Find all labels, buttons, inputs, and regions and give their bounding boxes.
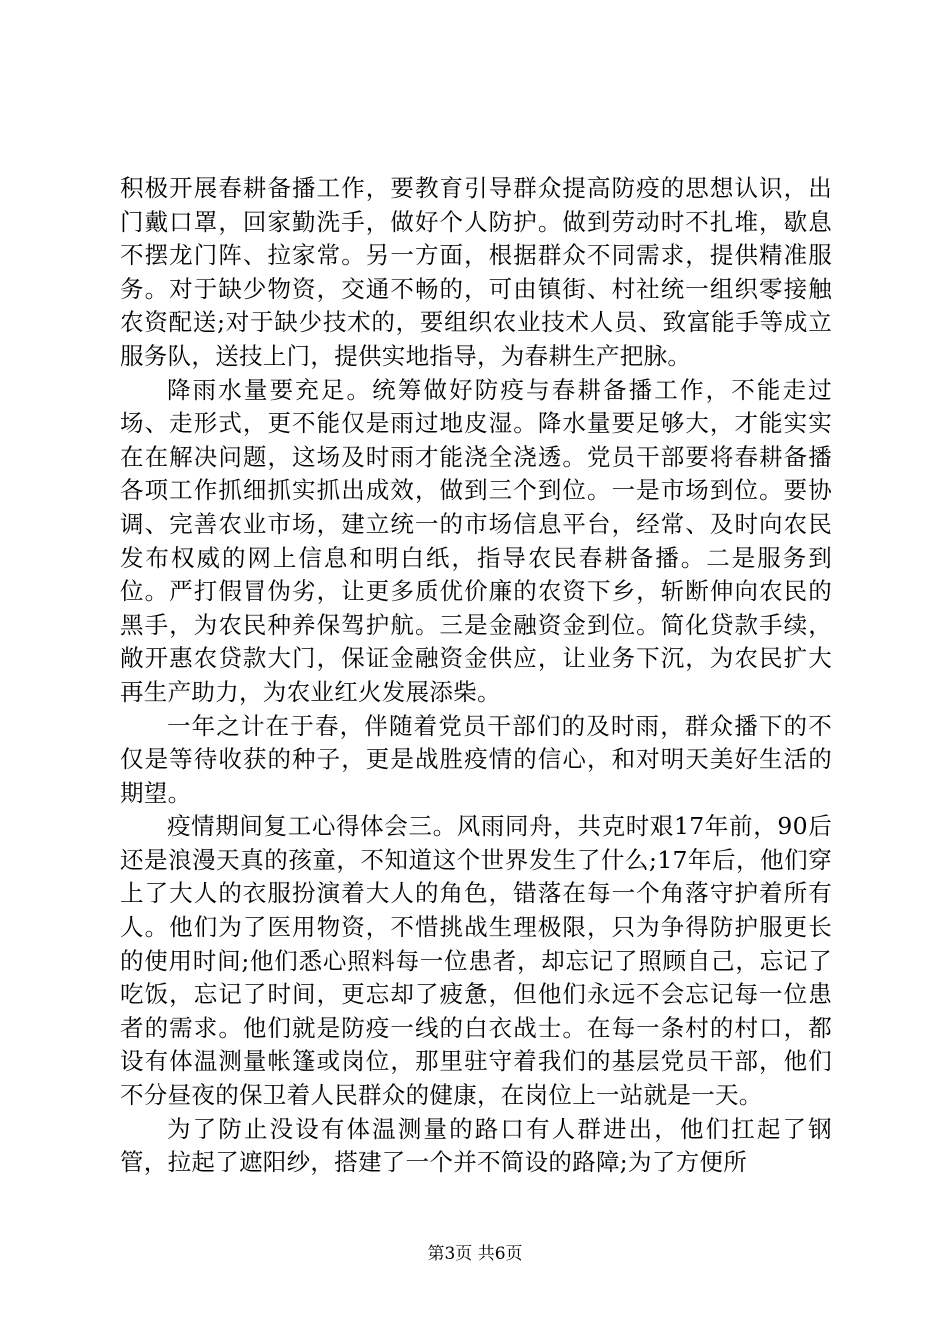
paragraph-3: 一年之计在于春，伴随着党员干部们的及时雨，群众播下的不仅是等待收获的种子，更是战胜疫情的信心，和对明天美好生活的期望。 [120, 711, 832, 807]
paragraph-1: 积极开展春耕备播工作，要教育引导群众提高防疫的思想认识，出门戴口罩，回家勤洗手，做好个人防护。做到劳动时不扎堆，歇息不摆龙门阵、拉家常。另一方面，根据群众不同需求，提供精准服务。对于缺少物资，交通不畅的，可由镇街、村社统一组织零接触农资配送;对于缺少技术的，要组织农业技术人员、致富能手等成立服务队，送技上门，提供实地指导，为春耕生产把脉。 [120, 174, 832, 370]
paragraph-2: 降雨水量要充足。统筹做好防疫与春耕备播工作，不能走过场、走形式，更不能仅是雨过地皮湿。降水量要足够大，才能实实在在解决问题，这场及时雨才能浇全浇透。党员干部要将春耕备播各项工作抓细抓实抓出成效，做到三个到位。一是市场到位。要协调、完善农业市场，建立统一的市场信息平台，经常、及时向农民发布权威的网上信息和明白纸，指导农民春耕备播。二是服务到位。严打假冒伪劣，让更多质优价廉的农资下乡，斩断伸向农民的黑手，为农民种养保驾护航。三是金融资金到位。简化贷款手续，敞开惠农贷款大门，保证金融资金供应，让业务下沉，为农民扩大再生产助力，为农业红火发展添柴。 [120, 375, 832, 706]
page-number-footer: 第3页 共6页 [427, 1244, 523, 1264]
document-body [120, 172, 832, 1180]
paragraph-4: 疫情期间复工心得体会三。风雨同舟，共克时艰17年前，90后还是浪漫天真的孩童，不知道这个世界发生了什么;17年后，他们穿上了大人的衣服扮演着大人的角色，错落在每一个角落守护着所有人。他们为了医用物资，不惜挑战生理极限，只为争得防护服更长的使用时间;他们悉心照料每一位患者，却忘记了照顾自己，忘记了吃饭，忘记了时间，更忘却了疲惫，但他们永远不会忘记每一位患者的需求。他们就是防疫一线的白衣战士。在每一条村的村口，都设有体温测量帐篷或岗位，那里驻守着我们的基层党员干部，他们不分昼夜的保卫着人民群众的健康，在岗位上一站就是一天。 [120, 812, 832, 1110]
paragraph-5: 为了防止没设有体温测量的路口有人群进出，他们扛起了钢管，拉起了遮阳纱，搭建了一个并不简设的路障;为了方便所 [120, 1114, 832, 1177]
